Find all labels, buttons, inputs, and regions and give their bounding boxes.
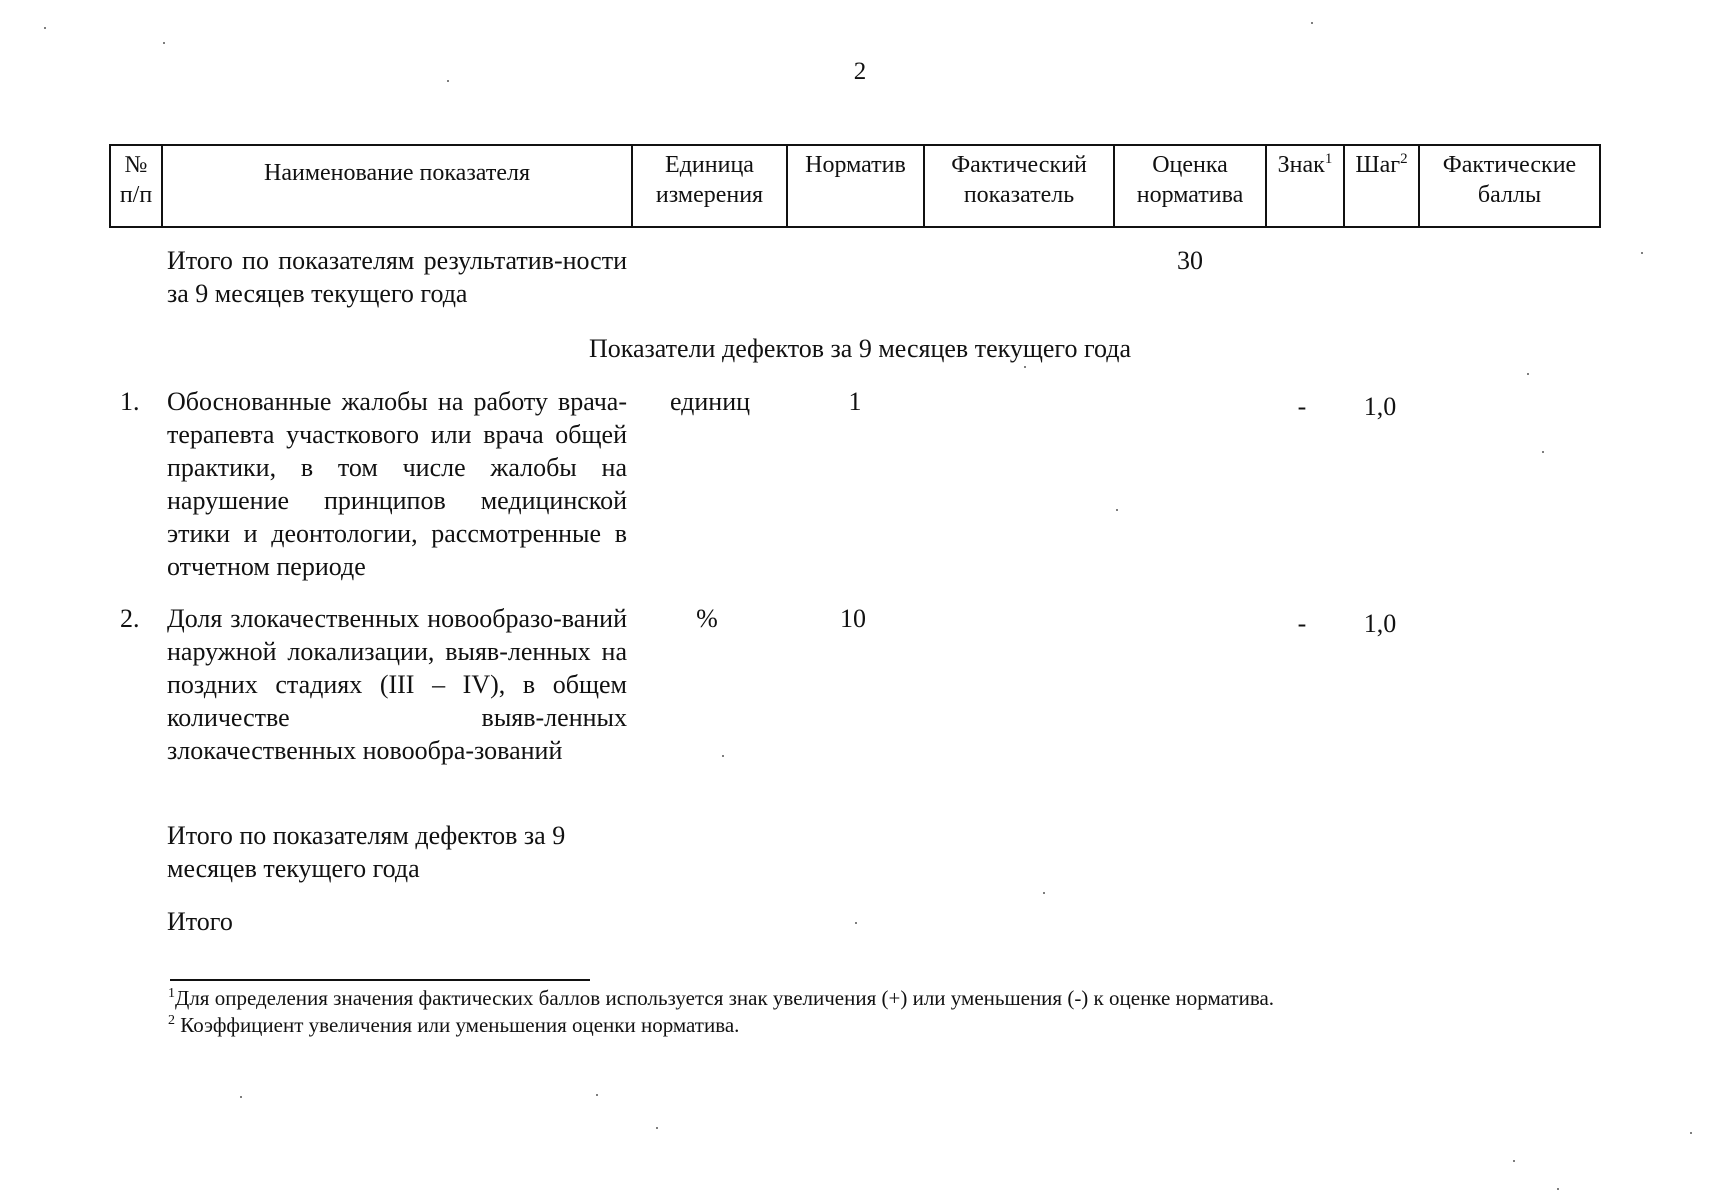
row-1-step: 1,0	[1363, 392, 1397, 421]
footnote-separator	[170, 979, 590, 981]
footnote-2: $^2$ Коэффициент увеличения или уменьшения оценки норматива.	[168, 1013, 740, 1037]
row-1-sign: -	[1297, 392, 1307, 421]
row-1-indicator-name: Обоснованные жалобы на работу врача-терапевта участкового или врача общей практики, в том числе жалобы на нарушение принципов медицинской этики и деонтологии, рассмотренные в отчетном периоде	[167, 387, 627, 581]
header-indicator-name: Наименование показателя	[162, 145, 632, 227]
total-effectiveness-label: Итого по показателям результатив-ности за 9 месяцев текущего года	[167, 246, 627, 308]
row-2-step: 1,0	[1363, 609, 1397, 638]
indicators-table-header	[109, 144, 1601, 228]
header-sign: Знак$^1$	[1266, 145, 1344, 227]
total-defects-label: Итого по показателям дефектов за 9 месяцев текущего года	[167, 821, 566, 883]
row-1-number: 1.	[120, 387, 140, 416]
row-1-unit: единиц	[669, 387, 751, 416]
row-2-number: 2.	[120, 604, 140, 633]
header-number: № п/п	[110, 145, 162, 227]
header-actual-points: Фактические баллы	[1419, 145, 1600, 227]
header-norm: Норматив	[787, 145, 924, 227]
header-unit: Единица измерения	[632, 145, 787, 227]
row-2-norm: 10	[840, 604, 866, 633]
total-effectiveness-norm-score: 30	[1177, 246, 1203, 275]
grand-total-label: Итого	[167, 907, 233, 936]
row-1-norm: 1	[848, 387, 862, 416]
header-step: Шаг$^2$	[1344, 145, 1419, 227]
defects-section-heading: Показатели дефектов за 9 месяцев текущего года	[588, 334, 1131, 363]
page-number: 2	[853, 58, 867, 85]
row-2-unit: %	[696, 604, 718, 633]
footnote-1: $^1$Для определения значения фактических баллов используется знак увеличения (+) или уменьшения (-) к оценке норматива.	[168, 986, 1275, 1010]
row-2-indicator-name: Доля злокачественных новообразо-ваний наружной локализации, выяв-ленных на поздних стадиях (III – IV), в общем количестве выяв-ленных злокачественных новообра-зований	[167, 604, 627, 765]
header-norm-score: Оценка норматива	[1114, 145, 1266, 227]
row-2-sign: -	[1297, 609, 1307, 638]
header-actual-value: Фактический показатель	[924, 145, 1114, 227]
